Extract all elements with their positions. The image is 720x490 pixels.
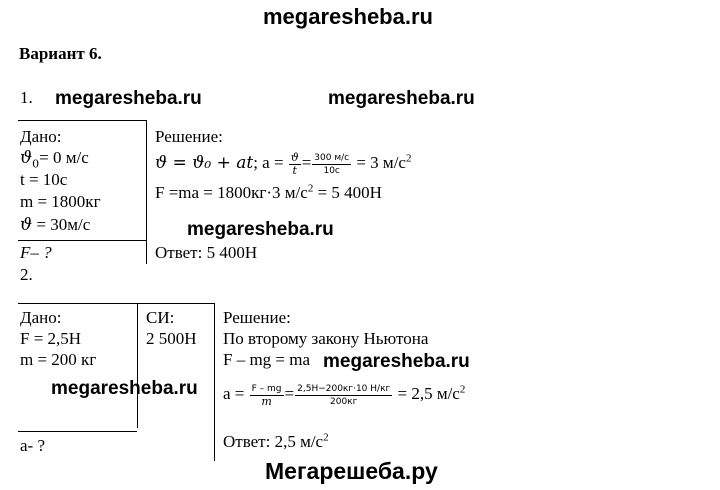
p2-frac1-den: m — [261, 394, 272, 408]
p1-divider — [146, 120, 147, 264]
p1-given-v — [20, 215, 90, 235]
p1-frac2-den: 10с — [323, 165, 340, 176]
watermark-5: megaresheba.ru — [323, 351, 470, 372]
p1-a-prefix: ; a = — [253, 153, 284, 172]
watermark-1: megaresheba.ru — [55, 88, 202, 109]
p1-frac1-num: ϑ — [290, 150, 299, 164]
p2-si-label: СИ: — [146, 308, 175, 327]
p1-equation-line: ϑ = ϑ₀ + at; a = $\frac{ϑ}{t}$ = $\frac{300 м/с}{10с}$ = 3 $м/с^2$ — [155, 150, 412, 177]
p1-solution-label: Решение: — [155, 127, 223, 146]
p2-frac2-num: 2,5Н−200кг·10 Н/кг — [297, 383, 391, 394]
p1-given-v0 — [20, 148, 89, 171]
p2-frac2-den: 200кг — [330, 396, 358, 407]
watermark-4: megaresheba.ru — [51, 378, 198, 399]
p1-answer: Ответ: 5 400Н — [155, 243, 258, 262]
watermark-3: megaresheba.ru — [187, 219, 334, 240]
p1-eq-kinematic: = ϑ₀ + at — [167, 153, 254, 173]
p1-fraction-symbolic — [289, 150, 301, 177]
p2-answer: Ответ: 2,5 $м/с^2$ — [223, 431, 329, 451]
watermark-header: megaresheba.ru — [263, 4, 433, 29]
p2-top-rule — [18, 303, 214, 304]
p1-find: F– ? — [20, 243, 52, 262]
p2-answer-text: Ответ: 2,5 м/с — [223, 432, 324, 451]
p2-fraction-symbolic — [250, 384, 284, 407]
p1-frac1-den: t — [292, 163, 297, 177]
p1-fraction-numeric — [312, 153, 351, 176]
watermark-2: megaresheba.ru — [328, 88, 475, 109]
p2-si-value: 2 500Н — [146, 329, 197, 348]
p2-given-m: m = 200 кг — [20, 350, 97, 369]
p2-divider-1 — [137, 303, 138, 428]
p1-force-calc: F =ma = 1800кг·3 м/с — [155, 183, 308, 202]
p2-a-result: = 2,5 м/с — [397, 384, 460, 403]
variant-title: Вариант 6. — [19, 44, 102, 63]
p2-divider-2 — [214, 303, 215, 461]
p2-fraction-numeric — [295, 384, 392, 407]
p2-acceleration-line: a = $\frac{F - mg}{m}$ = $\frac{2,5Н-200кг\cdot 10 Н/кг}{200кг}$ = 2,5 $м/с^2$ — [223, 383, 466, 408]
problem-1-number: 1. — [20, 88, 33, 107]
v0-symbol: $ϑ_0$ — [20, 148, 40, 171]
p1-given-label: Дано: — [20, 127, 62, 146]
p2-find: a- ? — [20, 436, 46, 455]
p2-law: По второму закону Ньютона — [223, 329, 429, 348]
p1-given-t: t = 10с — [20, 170, 68, 189]
p2-frac1-num: F – mg — [251, 383, 282, 394]
problem-2-number: 2. — [20, 265, 33, 284]
p2-solution-label: Решение: — [223, 308, 291, 327]
p1-force-line: F =ma = 1800кг·3 $м/с^2 = 5$ 400Н — [155, 182, 382, 202]
p1-v0-value: = 0 м/с — [39, 148, 89, 167]
p1-force-result: = 5 400Н — [313, 183, 382, 202]
p2-equation: F – mg = ma — [223, 350, 311, 369]
p1-v-value: = 30м/с — [32, 215, 91, 234]
p2-a-prefix: a = — [223, 384, 245, 403]
p1-a-result: = 3 м/с — [356, 153, 406, 172]
p2-given-F: F = 2,5Н — [20, 329, 82, 348]
p2-find-rule — [18, 431, 137, 432]
p2-given-label: Дано: — [20, 308, 62, 327]
p1-eq-lhs: ϑ — [155, 153, 168, 173]
p1-given-m: m = 1800кг — [20, 192, 101, 211]
p1-find-rule — [18, 240, 146, 241]
p1-top-rule — [18, 120, 146, 121]
v-symbol: ϑ — [20, 215, 33, 235]
p1-frac2-num: 300 м/с — [314, 152, 350, 163]
watermark-footer: Мегарешеба.ру — [265, 458, 438, 484]
